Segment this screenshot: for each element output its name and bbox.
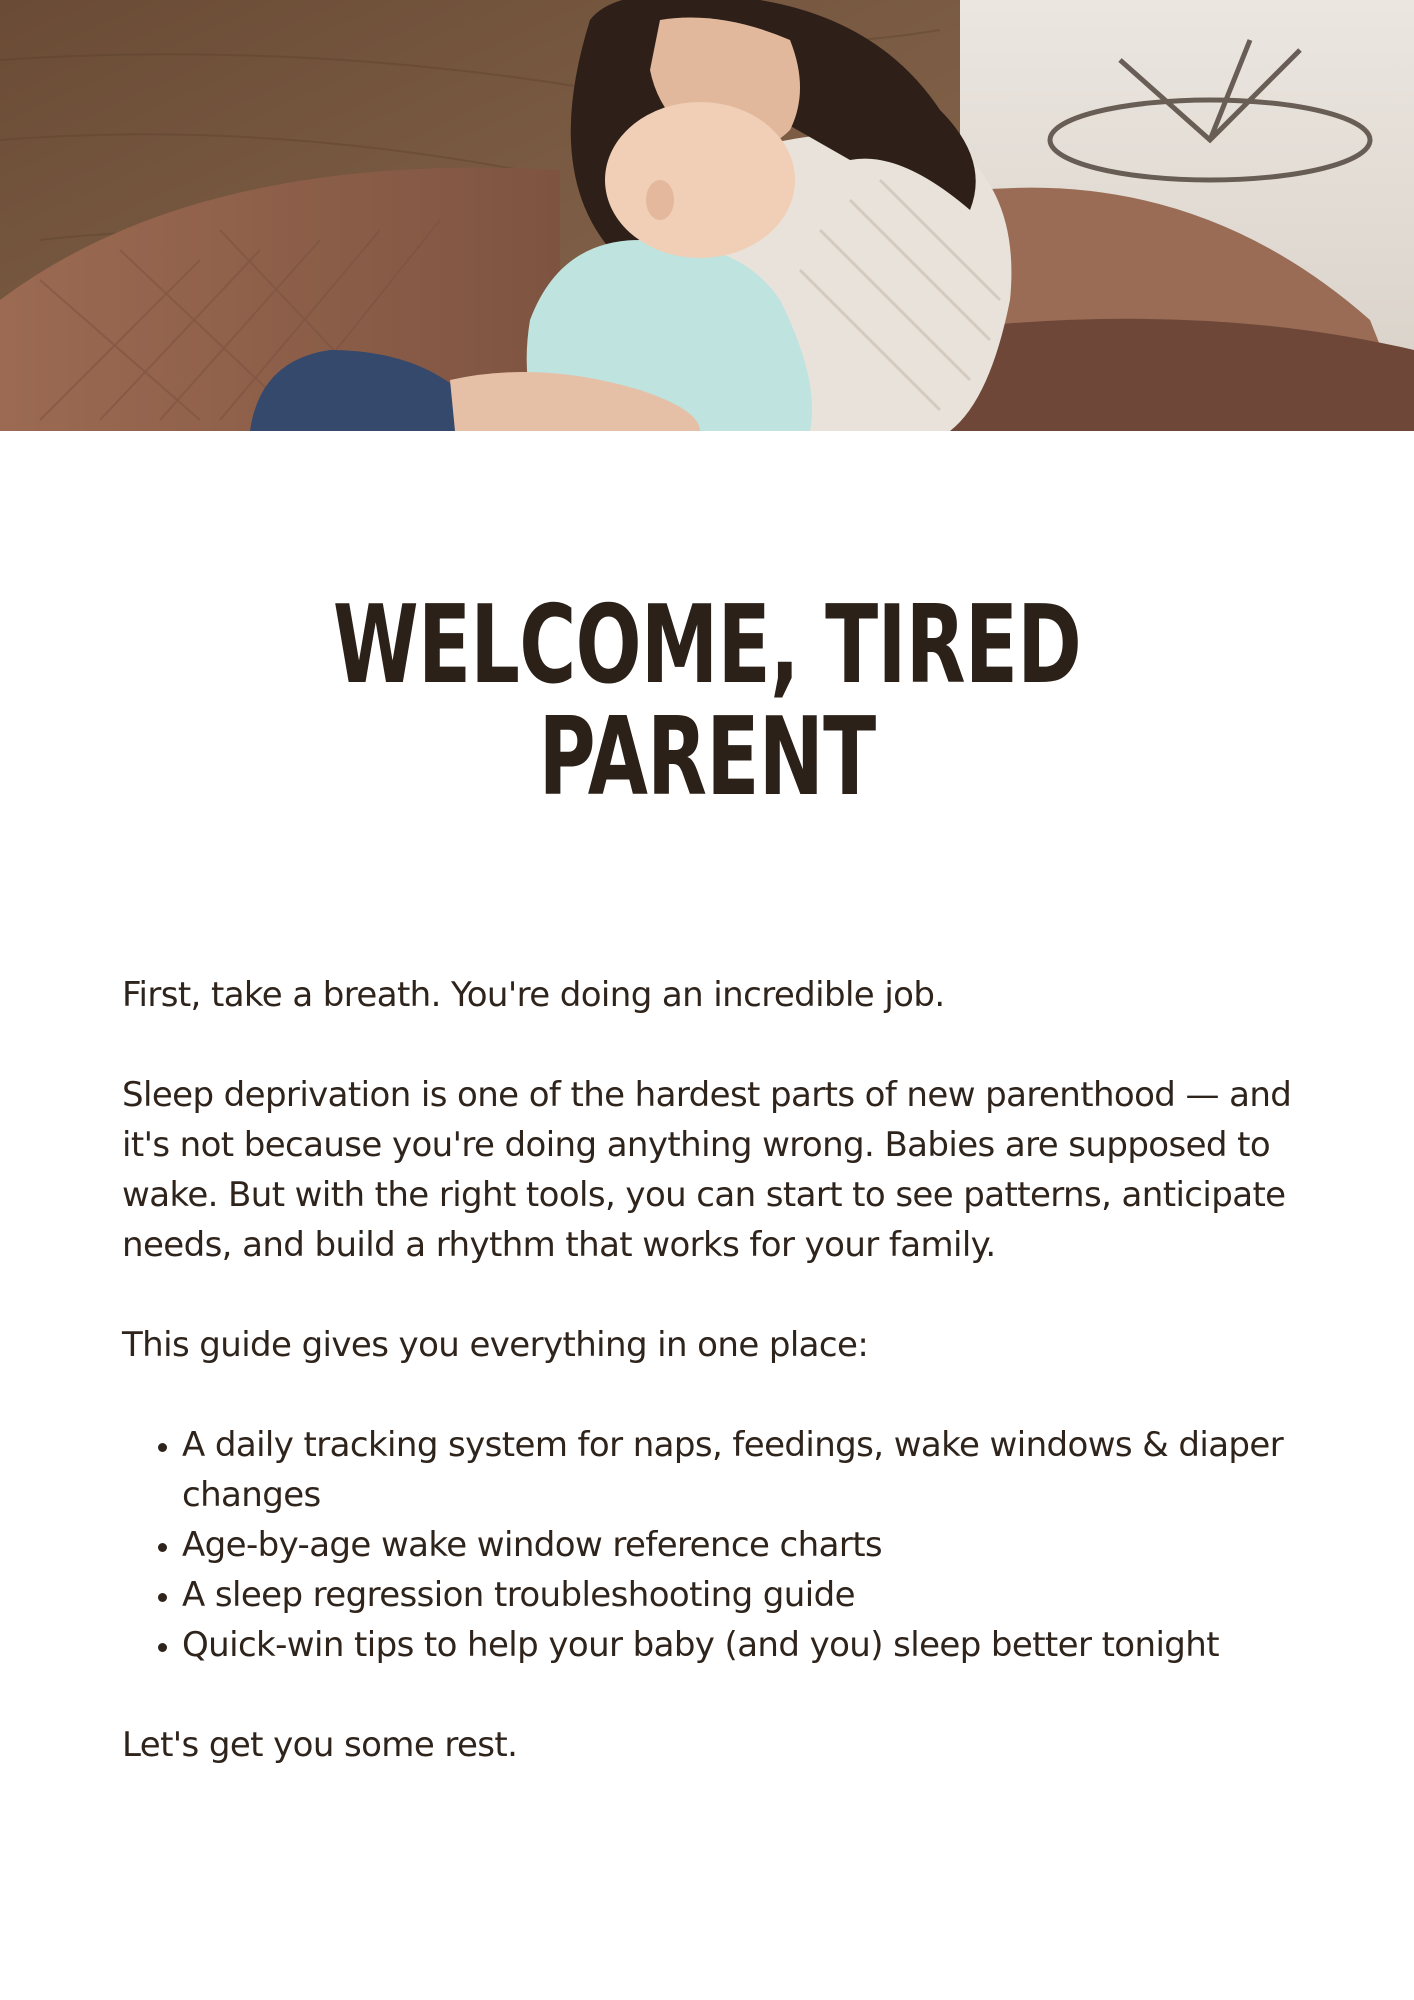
hero-illustration <box>0 0 1414 431</box>
list-item: • Age-by-age wake window reference charts <box>182 1520 1292 1570</box>
welcome-body <box>122 970 1292 1820</box>
closing-text: Let's get you some rest. <box>122 1725 518 1765</box>
page-title <box>198 583 1216 820</box>
intro-text: First, take a breath. You're doing an incredible job. <box>122 975 945 1015</box>
guide-lead-text: This guide gives you everything in one place: <box>122 1325 869 1365</box>
list-item: • A daily tracking system for naps, feedings, wake windows & diaper changes <box>182 1420 1292 1520</box>
page-title-line-1: WELCOME, TIRED <box>332 583 1082 708</box>
list-item: • A sleep regression troubleshooting guide <box>182 1570 1292 1620</box>
feature-list <box>122 1420 1292 1670</box>
hero-photo <box>0 0 1414 431</box>
body-paragraph: Sleep deprivation is one of the hardest parts of new parenthood — and it's not because you're doing anything wrong. Babies are supposed to wake. But with the right tools, you can start to see patterns, anticipate needs, and build a rhythm that works for your family. <box>122 1075 1292 1265</box>
list-item: • Quick-win tips to help your baby (and you) sleep better tonight <box>182 1620 1292 1670</box>
page-title-line-2: PARENT <box>538 695 876 820</box>
